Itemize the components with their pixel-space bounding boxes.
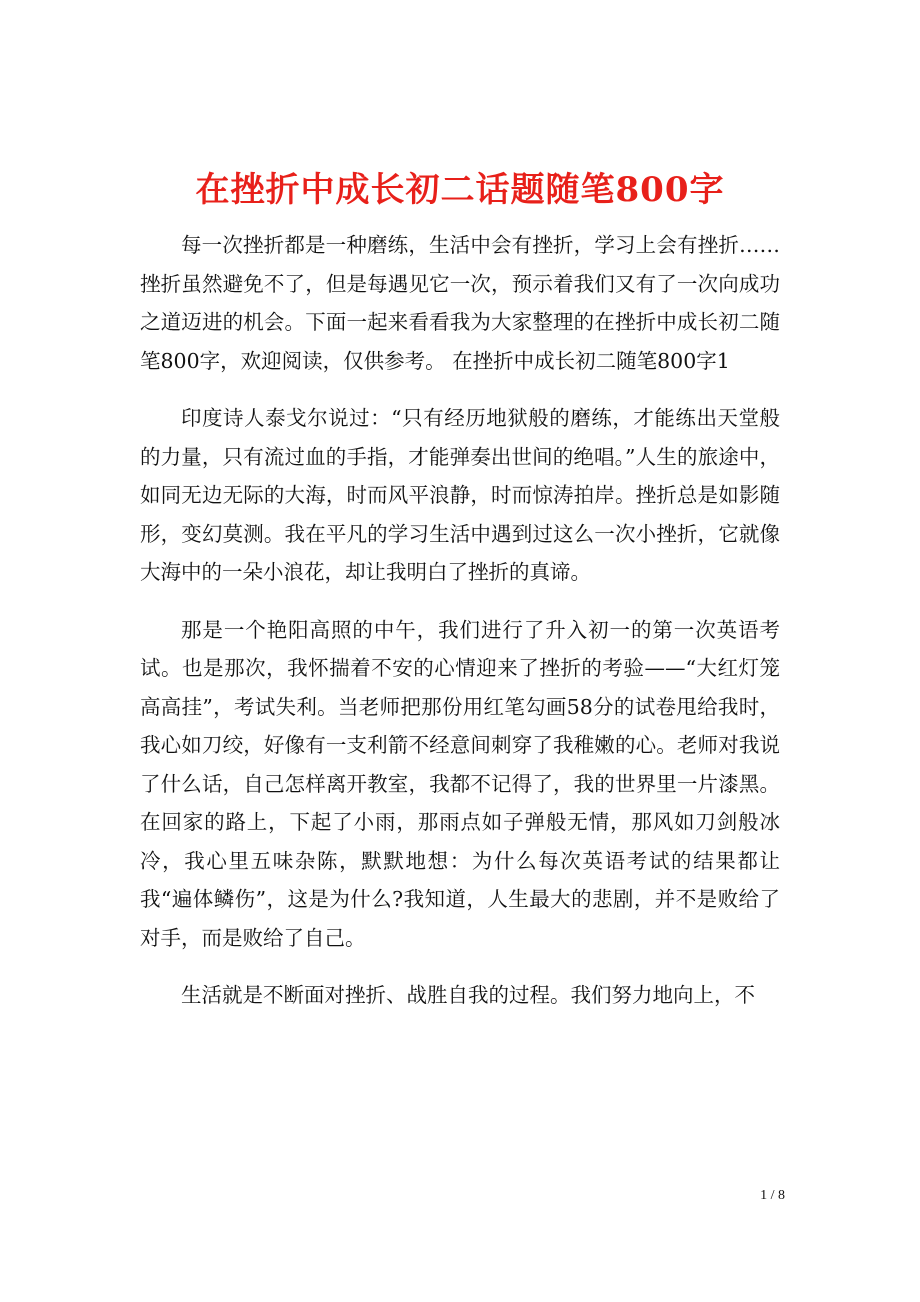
page-number: 1 / 8 — [760, 1188, 785, 1203]
paragraph-1: 每一次挫折都是一种磨练，生活中会有挫折，学习上会有挫折……挫折虽然避免不了，但是每遇见它一次，预示着我们又有了一次向成功之道迈进的机会。下面一起来看看我为大家整理的在挫折中成长初二随笔800字，欢迎阅读，仅供参考。 在挫折中成长初二随笔800字1 — [140, 233, 780, 373]
paragraph-4: 生活就是不断面对挫折、战胜自我的过程。我们努力地向上，不 — [181, 983, 755, 1007]
document-title: 在挫折中成长初二话题随笔800字 — [195, 169, 725, 210]
paragraph-3: 那是一个艳阳高照的中午，我们进行了升入初一的第一次英语考试。也是那次，我怀揣着不安的心情迎来了挫折的考验——“大红灯笼高高挂”，考试失利。当老师把那份用红笔勾画58分的试卷甩给我时，我心如刀绞，好像有一支利箭不经意间刺穿了我稚嫩的心。老师对我说了什么话，自己怎样离开教室，我都不记得了，我的世界里一片漆黑。在回家的路上，下起了小雨，那雨点如子弹般无情，那风如刀剑般冰冷，我心里五味杂陈，默默地想：为什么每次英语考试的结果都让我“遍体鳞伤”，这是为什么?我知道，人生最大的悲剧，并不是败给了对手，而是败给了自己。 — [140, 617, 780, 950]
paragraph-2: 印度诗人泰戈尔说过：“只有经历地狱般的磨练，才能练出天堂般的力量，只有流过血的手指，才能弹奏出世间的绝唱。”人生的旅途中，如同无边无际的大海，时而风平浪静，时而惊涛拍岸。挫折总是如影随形，变幻莫测。我在平凡的学习生活中遇到过这么一次小挫折，它就像大海中的一朵小浪花，却让我明白了挫折的真谛。 — [140, 406, 780, 584]
document-body — [140, 226, 780, 1034]
